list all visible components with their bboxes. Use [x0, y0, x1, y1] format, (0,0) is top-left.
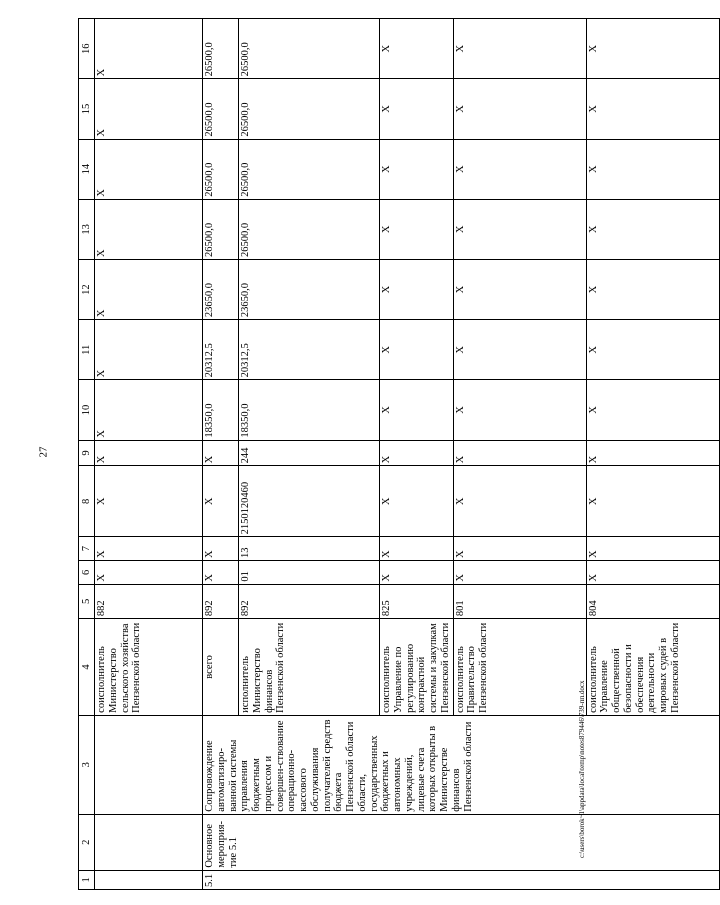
value-cell: Х: [380, 380, 454, 440]
header-cell: 3: [79, 715, 95, 814]
value-cell: 13: [239, 537, 380, 561]
value-cell: Х: [453, 466, 586, 537]
value-cell: 26500,0: [239, 199, 380, 259]
rotated-table-wrapper: [78, 18, 681, 890]
code-cell: 882: [95, 584, 203, 618]
header-cell: 14: [79, 139, 95, 199]
value-cell: Х: [453, 79, 586, 139]
value-cell: 20312,5: [239, 320, 380, 380]
header-cell: 10: [79, 380, 95, 440]
value-cell: Х: [95, 440, 203, 466]
code-cell: 801: [453, 584, 586, 618]
value-cell: Х: [586, 139, 719, 199]
header-cell: 2: [79, 814, 95, 870]
value-cell: Х: [95, 537, 203, 561]
value-cell: 26500,0: [239, 79, 380, 139]
value-cell: Х: [453, 320, 586, 380]
value-cell: Х: [586, 320, 719, 380]
value-cell: Х: [453, 19, 586, 79]
value-cell: Х: [203, 440, 239, 466]
value-cell: 01: [239, 561, 380, 585]
value-cell: Х: [95, 79, 203, 139]
header-cell: 15: [79, 79, 95, 139]
value-cell: Х: [380, 320, 454, 380]
value-cell: Х: [95, 199, 203, 259]
value-cell: Х: [453, 259, 586, 319]
value-cell: 2150120460: [239, 466, 380, 537]
value-cell: Х: [453, 380, 586, 440]
header-cell: 11: [79, 320, 95, 380]
value-cell: Х: [586, 466, 719, 537]
value-cell: Х: [586, 380, 719, 440]
value-cell: Х: [586, 199, 719, 259]
page-number: 27: [37, 446, 50, 458]
value-cell: Х: [586, 561, 719, 585]
header-cell: 1: [79, 870, 95, 889]
code-cell: 804: [586, 584, 719, 618]
executor-cell: соисполнитель Управление по регулированию контрактной системы и закупкам Пензенской области: [380, 619, 454, 716]
value-cell: 18350,0: [239, 380, 380, 440]
value-cell: Х: [453, 139, 586, 199]
value-cell: 26500,0: [203, 139, 239, 199]
value-cell: Х: [380, 561, 454, 585]
header-cell: 8: [79, 466, 95, 537]
value-cell: 26500,0: [203, 79, 239, 139]
value-cell: Х: [380, 259, 454, 319]
value-cell: Х: [586, 537, 719, 561]
table-row: [203, 19, 239, 890]
value-cell: 26500,0: [203, 19, 239, 79]
code-cell: 825: [380, 584, 454, 618]
code-cell: 892: [239, 584, 380, 618]
value-cell: Х: [95, 466, 203, 537]
table-row: [95, 19, 203, 890]
executor-cell: соисполнитель Правительство Пензенской области: [453, 619, 586, 716]
header-cell: 7: [79, 537, 95, 561]
value-cell: 23650,0: [203, 259, 239, 319]
value-cell: Х: [380, 440, 454, 466]
header-cell: 5: [79, 584, 95, 618]
value-cell: Х: [380, 19, 454, 79]
executor-cell: соисполнитель Министерство сельского хозяйства Пензенской области: [95, 619, 203, 716]
value-cell: 23650,0: [239, 259, 380, 319]
value-cell: Х: [586, 79, 719, 139]
value-cell: 18350,0: [203, 380, 239, 440]
value-cell: Х: [95, 561, 203, 585]
executor-cell: исполнитель Министерство финансов Пензенской области: [239, 619, 380, 716]
event-description-continued: области, государственных бюджетных и автономных учреждений, лицевые счета которых открыты в Министерстве финансов Пензенской области: [356, 721, 474, 812]
value-cell: 26500,0: [239, 19, 380, 79]
value-cell: Х: [95, 19, 203, 79]
value-cell: Х: [203, 466, 239, 537]
value-cell: Х: [203, 561, 239, 585]
value-cell: Х: [586, 19, 719, 79]
code-cell: 892: [203, 584, 239, 618]
header-cell: 6: [79, 561, 95, 585]
value-cell: 244: [239, 440, 380, 466]
value-cell: Х: [95, 259, 203, 319]
value-cell: Х: [95, 139, 203, 199]
header-cell: 16: [79, 19, 95, 79]
value-cell: Х: [453, 537, 586, 561]
header-cell: 9: [79, 440, 95, 466]
value-cell: Х: [586, 440, 719, 466]
value-cell: Х: [453, 440, 586, 466]
footer-file-path: c:\users\borok~1\appdata\local\temp\notes879446\739-пп.docx: [578, 680, 586, 858]
header-row: [79, 19, 95, 890]
value-cell: Х: [586, 259, 719, 319]
value-cell: 26500,0: [239, 139, 380, 199]
event-name-cell: [95, 814, 203, 870]
value-cell: 20312,5: [203, 320, 239, 380]
value-cell: Х: [453, 199, 586, 259]
value-cell: Х: [95, 380, 203, 440]
value-cell: Х: [95, 320, 203, 380]
value-cell: Х: [380, 139, 454, 199]
value-cell: Х: [380, 79, 454, 139]
row-number-cell: 5.1: [203, 870, 720, 889]
header-cell: 13: [79, 199, 95, 259]
header-cell: 12: [79, 259, 95, 319]
event-name-cell: Основное мероприя-тие 5.1: [203, 814, 720, 870]
row-number-cell: [95, 870, 203, 889]
value-cell: Х: [203, 537, 239, 561]
header-cell: 4: [79, 619, 95, 716]
value-cell: Х: [453, 561, 586, 585]
event-description-cell: [95, 715, 203, 814]
value-cell: Х: [380, 537, 454, 561]
event-description-text: Сопровождение автоматизиро-ванной системы управления бюджетным процессом и совершен-ствование операционно-кассового обслуживания получателей средств бюджета Пензенской области: [204, 719, 356, 812]
value-cell: Х: [380, 466, 454, 537]
value-cell: 26500,0: [203, 199, 239, 259]
value-cell: Х: [380, 199, 454, 259]
executor-cell: соисполнитель Управление общественной безопасности и обеспечения деятельности мировых судей в Пензенской области: [586, 619, 719, 716]
executor-cell: всего: [203, 619, 239, 716]
program-table: [78, 18, 720, 890]
event-description-cell: [203, 715, 720, 814]
